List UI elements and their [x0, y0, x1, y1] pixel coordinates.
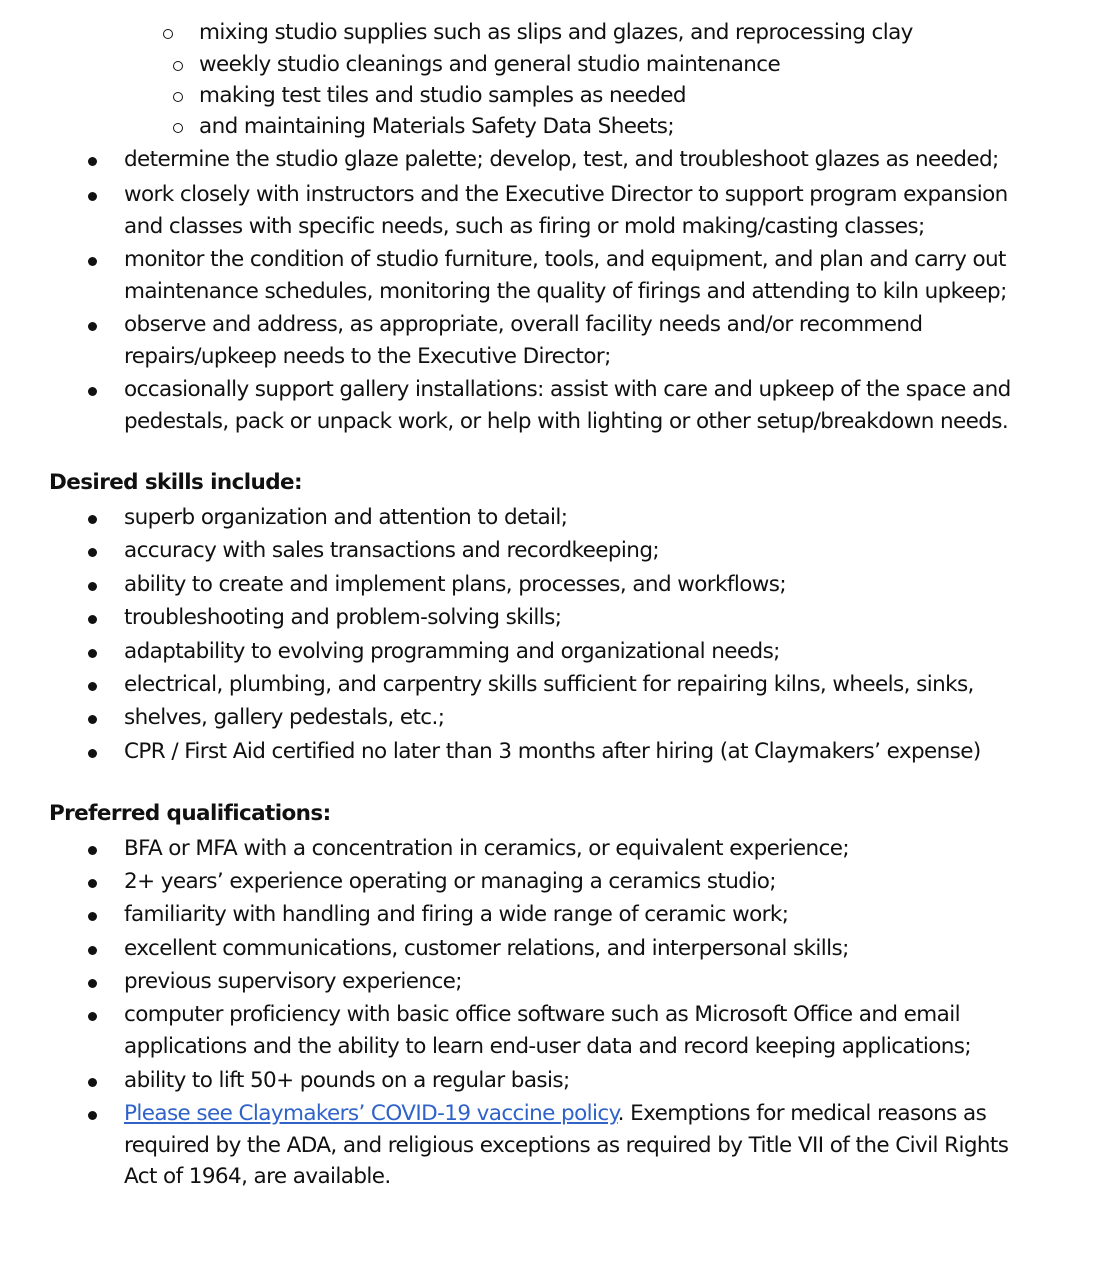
bullet-icon — [88, 946, 97, 955]
bullet-icon — [88, 257, 97, 266]
duty-list-item: pedestals, pack or unpack work, or help with lighting or other setup/breakdown needs. — [124, 409, 1009, 434]
skill-list-item: accuracy with sales transactions and recordkeeping; — [124, 538, 660, 564]
circle-bullet-icon — [163, 29, 173, 39]
bullet-icon — [88, 582, 97, 591]
bullet-icon — [88, 912, 97, 921]
duty-list-item: maintenance schedules, monitoring the quality of firings and attending to kiln upkeep; — [124, 279, 1007, 304]
skill-list-item: ability to create and implement plans, processes, and workflows; — [124, 571, 786, 597]
duty-list-item: observe and address, as appropriate, overall facility needs and/or recommend — [124, 312, 923, 337]
skill-list-item: troubleshooting and problem-solving skills; — [124, 605, 562, 631]
circle-bullet-icon — [173, 61, 183, 71]
duty-list-item: repairs/upkeep needs to the Executive Director; — [124, 344, 611, 369]
bullet-icon — [88, 615, 97, 624]
bullet-icon — [88, 682, 97, 691]
bullet-icon — [88, 387, 97, 396]
bullet-icon — [88, 1078, 97, 1087]
circle-bullet-icon — [173, 92, 183, 102]
qualification-list-item: previous supervisory experience; — [124, 968, 462, 994]
duty-list-item: and classes with specific needs, such as firing or mold making/casting classes; — [124, 214, 925, 239]
sub-list-item: weekly studio cleanings and general studio maintenance — [199, 52, 781, 77]
covid-item-text: . Exemptions for medical reasons as — [617, 1101, 987, 1126]
duty-list-item: determine the studio glaze palette; develop, test, and troubleshoot glazes as needed; — [124, 147, 999, 172]
duty-list-item: monitor the condition of studio furniture, tools, and equipment, and plan and carry out — [124, 247, 1006, 272]
covid-policy-item — [124, 1099, 986, 1129]
sub-list-item: mixing studio supplies such as slips and glazes, and reprocessing clay — [199, 20, 913, 45]
skill-list-item: shelves, gallery pedestals, etc.; — [124, 705, 445, 731]
covid-item-line-2: required by the ADA, and religious exceptions as required by Title VII of the Civil Rights — [124, 1133, 1009, 1158]
preferred-qualifications-heading: Preferred qualifications: — [49, 801, 331, 826]
bullet-icon — [88, 846, 97, 855]
bullet-icon — [88, 879, 97, 888]
skill-list-item: electrical, plumbing, and carpentry skills sufficient for repairing kilns, wheels, sinks, — [124, 672, 974, 697]
qualification-list-item: ability to lift 50+ pounds on a regular basis; — [124, 1068, 570, 1094]
bullet-icon — [88, 322, 97, 331]
bullet-icon — [88, 1111, 97, 1120]
skill-list-item: adaptability to evolving programming and organizational needs; — [124, 638, 780, 664]
qualification-list-item: excellent communications, customer relations, and interpersonal skills; — [124, 935, 849, 961]
bullet-icon — [88, 979, 97, 988]
qualification-list-item: applications and the ability to learn end-user data and record keeping applications; — [124, 1034, 972, 1059]
bullet-icon — [88, 749, 97, 758]
bullet-icon — [88, 1012, 97, 1021]
duty-list-item: occasionally support gallery installations: assist with care and upkeep of the space and — [124, 377, 1011, 402]
bullet-icon — [88, 192, 97, 201]
sub-list-item: making test tiles and studio samples as needed — [199, 83, 686, 108]
qualification-list-item: familiarity with handling and firing a wide range of ceramic work; — [124, 902, 789, 928]
skill-list-item: superb organization and attention to detail; — [124, 505, 568, 530]
qualification-list-item: 2+ years’ experience operating or managing a ceramics studio; — [124, 869, 776, 895]
bullet-icon — [88, 515, 97, 524]
qualification-list-item: computer proficiency with basic office software such as Microsoft Office and email — [124, 1002, 960, 1027]
qualification-list-item: BFA or MFA with a concentration in ceramics, or equivalent experience; — [124, 836, 849, 861]
bullet-icon — [88, 715, 97, 724]
skill-list-item: CPR / First Aid certified no later than 3 months after hiring (at Claymakers’ expense) — [124, 738, 981, 764]
duty-list-item: work closely with instructors and the Executive Director to support program expansion — [124, 182, 1008, 207]
bullet-icon — [88, 649, 97, 658]
covid-item-line-3: Act of 1964, are available. — [124, 1164, 391, 1189]
covid-vaccine-policy-link[interactable]: Please see Claymakers’ COVID-19 vaccine policy — [124, 1101, 618, 1126]
circle-bullet-icon — [173, 123, 183, 133]
bullet-icon — [88, 157, 97, 166]
sub-list-item: and maintaining Materials Safety Data Sheets; — [199, 114, 675, 139]
bullet-icon — [88, 548, 97, 557]
desired-skills-heading: Desired skills include: — [49, 470, 303, 495]
